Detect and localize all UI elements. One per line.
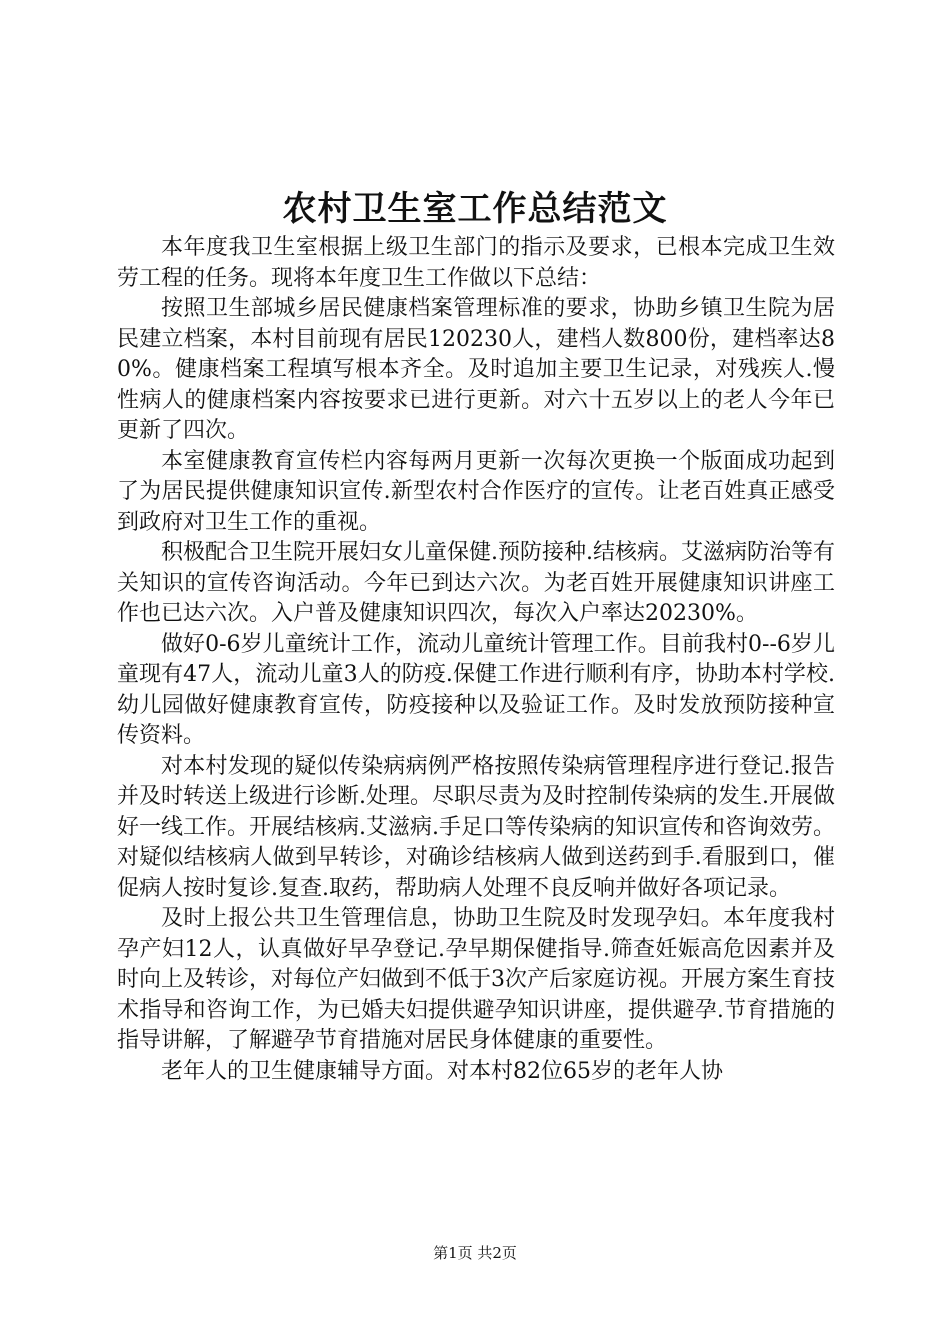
page-number-footer: 第1页 共2页 bbox=[433, 1244, 517, 1262]
document-body bbox=[117, 233, 835, 1087]
paragraph-health-education: 本室健康教育宣传栏内容每两月更新一次每次更换一个版面成功起到了为居民提供健康知识宣传.新型农村合作医疗的宣传。让老百姓真正感受到政府对卫生工作的重视。 bbox=[117, 448, 835, 535]
document-title: 农村卫生室工作总结范文 bbox=[282, 189, 668, 229]
paragraph-intro: 本年度我卫生室根据上级卫生部门的指示及要求，已根本完成卫生效劳工程的任务。现将本年度卫生工作做以下总结： bbox=[117, 235, 835, 291]
paragraph-health-records: 按照卫生部城乡居民健康档案管理标准的要求，协助乡镇卫生院为居民建立档案，本村目前现有居民120230人，建档人数800份，建档率达80%。健康档案工程填写根本齐全。及时追加主要卫生记录，对残疾人.慢性病人的健康档案内容按要求已进行更新。对六十五岁以上的老人今年已更新了四次。 bbox=[117, 296, 835, 443]
paragraph-infectious-disease: 对本村发现的疑似传染病病例严格按照传染病管理程序进行登记.报告并及时转送上级进行诊断.处理。尽职尽责为及时控制传染病的发生.开展做好一线工作。开展结核病.艾滋病.手足口等传染病的知识宣传和咨询效劳。对疑似结核病人做到早转诊，对确诊结核病人做到送药到手.看服到口，催促病人按时复诊.复查.取药，帮助病人处理不良反响并做好各项记录。 bbox=[117, 753, 835, 901]
paragraph-disease-prevention: 积极配合卫生院开展妇女儿童保健.预防接种.结核病。艾滋病防治等有关知识的宣传咨询活动。今年已到达六次。为老百姓开展健康知识讲座工作也已达六次。入户普及健康知识四次，每次入户率达20230%。 bbox=[117, 540, 835, 626]
paragraph-maternal-health: 及时上报公共卫生管理信息，协助卫生院及时发现孕妇。本年度我村孕产妇12人，认真做好早孕登记.孕早期保健指导.筛查妊娠高危因素并及时向上及转诊，对每位产妇做到不低于3次产后家庭访视。开展方案生育技术指导和咨询工作，为已婚夫妇提供避孕知识讲座，提供避孕.节育措施的指导讲解，了解避孕节育措施对居民身体健康的重要性。 bbox=[117, 906, 835, 1053]
paragraph-child-statistics: 做好0-6岁儿童统计工作，流动儿童统计管理工作。目前我村0--6岁儿童现有47人，流动儿童3人的防疫.保健工作进行顺利有序，协助本村学校.幼儿园做好健康教育宣传，防疫接种以及验证工作。及时发放预防接种宣传资料。 bbox=[117, 631, 835, 748]
paragraph-elderly-health: 老年人的卫生健康辅导方面。对本村82位65岁的老年人协 bbox=[161, 1058, 723, 1084]
